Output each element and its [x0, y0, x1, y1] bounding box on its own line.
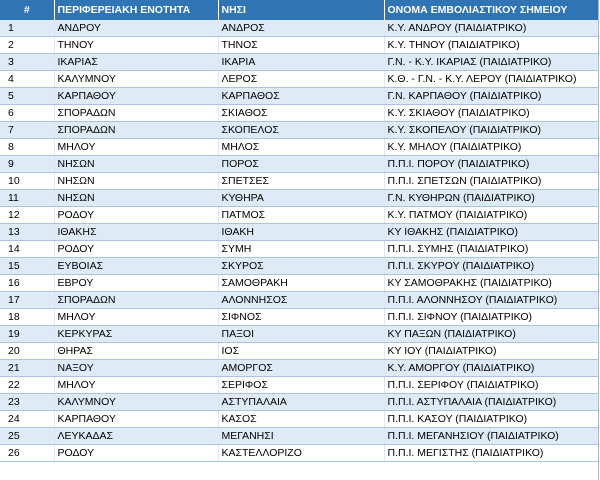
cell-number: 1	[0, 20, 54, 37]
table-row	[0, 275, 598, 292]
cell-vaccination-site: Π.Π.Ι. ΑΛΟΝΝΗΣΟΥ (ΠΑΙΔΙΑΤΡΙΚΟ)	[384, 292, 598, 309]
cell-regional-unit: ΣΠΟΡΑΔΩΝ	[54, 292, 218, 309]
cell-regional-unit: ΜΗΛΟΥ	[54, 139, 218, 156]
cell-number: 6	[0, 105, 54, 122]
cell-regional-unit: ΜΗΛΟΥ	[54, 377, 218, 394]
cell-number: 21	[0, 360, 54, 377]
cell-island: ΣΑΜΟΘΡΑΚΗ	[218, 275, 384, 292]
cell-island: ΠΑΞΟΙ	[218, 326, 384, 343]
cell-number: 26	[0, 445, 54, 462]
cell-vaccination-site: Κ.Υ. ΠΑΤΜΟΥ (ΠΑΙΔΙΑΤΡΙΚΟ)	[384, 207, 598, 224]
cell-number: 22	[0, 377, 54, 394]
table-row	[0, 54, 598, 71]
table-row	[0, 377, 598, 394]
cell-vaccination-site: Π.Π.Ι. ΣΙΦΝΟΥ (ΠΑΙΔΙΑΤΡΙΚΟ)	[384, 309, 598, 326]
table-row	[0, 139, 598, 156]
cell-island: ΚΑΣΤΕΛΛΟΡΙΖΟ	[218, 445, 384, 462]
cell-regional-unit: ΝΗΣΩΝ	[54, 156, 218, 173]
cell-number: 20	[0, 343, 54, 360]
cell-island: ΣΚΥΡΟΣ	[218, 258, 384, 275]
cell-regional-unit: ΙΘΑΚΗΣ	[54, 224, 218, 241]
cell-island: ΙΚΑΡΙΑ	[218, 54, 384, 71]
cell-vaccination-site: ΚΥ ΙΘΑΚΗΣ (ΠΑΙΔΙΑΤΡΙΚΟ)	[384, 224, 598, 241]
cell-regional-unit: ΚΑΛΥΜΝΟΥ	[54, 394, 218, 411]
cell-vaccination-site: Κ.Υ. ΣΚΟΠΕΛΟΥ (ΠΑΙΔΙΑΤΡΙΚΟ)	[384, 122, 598, 139]
cell-vaccination-site: Π.Π.Ι. ΣΥΜΗΣ (ΠΑΙΔΙΑΤΡΙΚΟ)	[384, 241, 598, 258]
cell-island: ΚΑΡΠΑΘΟΣ	[218, 88, 384, 105]
cell-number: 5	[0, 88, 54, 105]
cell-island: ΠΑΤΜΟΣ	[218, 207, 384, 224]
cell-number: 12	[0, 207, 54, 224]
cell-island: ΙΘΑΚΗ	[218, 224, 384, 241]
table-row	[0, 258, 598, 275]
cell-number: 23	[0, 394, 54, 411]
header-regional-unit: ΠΕΡΙΦΕΡΕΙΑΚΗ ΕΝΟΤΗΤΑ	[54, 0, 218, 20]
cell-island: ΣΚΟΠΕΛΟΣ	[218, 122, 384, 139]
cell-number: 18	[0, 309, 54, 326]
cell-regional-unit: ΕΒΡΟΥ	[54, 275, 218, 292]
table-right-edge	[598, 0, 599, 480]
cell-regional-unit: ΣΠΟΡΑΔΩΝ	[54, 122, 218, 139]
cell-regional-unit: ΡΟΔΟΥ	[54, 207, 218, 224]
cell-number: 14	[0, 241, 54, 258]
cell-island: ΜΗΛΟΣ	[218, 139, 384, 156]
table-header-row	[0, 0, 598, 20]
cell-island: ΣΚΙΑΘΟΣ	[218, 105, 384, 122]
cell-regional-unit: ΚΕΡΚΥΡΑΣ	[54, 326, 218, 343]
cell-island: ΑΜΟΡΓΟΣ	[218, 360, 384, 377]
cell-regional-unit: ΛΕΥΚΑΔΑΣ	[54, 428, 218, 445]
table-row	[0, 411, 598, 428]
header-vaccination-site: ΟΝΟΜΑ ΕΜΒΟΛΙΑΣΤΙΚΟΥ ΣΗΜΕΙΟΥ	[384, 0, 598, 20]
cell-number: 19	[0, 326, 54, 343]
cell-regional-unit: ΘΗΡΑΣ	[54, 343, 218, 360]
cell-vaccination-site: Γ.Ν. ΚΑΡΠΑΘΟΥ (ΠΑΙΔΙΑΤΡΙΚΟ)	[384, 88, 598, 105]
cell-island: ΜΕΓΑΝΗΣΙ	[218, 428, 384, 445]
cell-vaccination-site: Κ.Υ. ΜΗΛΟΥ (ΠΑΙΔΙΑΤΡΙΚΟ)	[384, 139, 598, 156]
table-row	[0, 207, 598, 224]
table-row	[0, 326, 598, 343]
cell-island: ΠΟΡΟΣ	[218, 156, 384, 173]
cell-number: 13	[0, 224, 54, 241]
cell-island: ΑΝΔΡΟΣ	[218, 20, 384, 37]
cell-vaccination-site: Γ.Ν. ΚΥΘΗΡΩΝ (ΠΑΙΔΙΑΤΡΙΚΟ)	[384, 190, 598, 207]
cell-island: ΣΠΕΤΣΕΣ	[218, 173, 384, 190]
cell-number: 4	[0, 71, 54, 88]
cell-island: ΚΥΘΗΡΑ	[218, 190, 384, 207]
table-row	[0, 122, 598, 139]
cell-vaccination-site: Κ.Υ. ΑΝΔΡΟΥ (ΠΑΙΔΙΑΤΡΙΚΟ)	[384, 20, 598, 37]
header-island: ΝΗΣΙ	[218, 0, 384, 20]
cell-number: 3	[0, 54, 54, 71]
table-row	[0, 88, 598, 105]
cell-island: ΑΛΟΝΝΗΣΟΣ	[218, 292, 384, 309]
cell-number: 11	[0, 190, 54, 207]
cell-regional-unit: ΚΑΛΥΜΝΟΥ	[54, 71, 218, 88]
cell-number: 17	[0, 292, 54, 309]
cell-number: 8	[0, 139, 54, 156]
cell-vaccination-site: Κ.Υ. ΣΚΙΑΘΟΥ (ΠΑΙΔΙΑΤΡΙΚΟ)	[384, 105, 598, 122]
table-row	[0, 37, 598, 54]
cell-vaccination-site: Π.Π.Ι. ΣΚΥΡΟΥ (ΠΑΙΔΙΑΤΡΙΚΟ)	[384, 258, 598, 275]
cell-regional-unit: ΝΗΣΩΝ	[54, 190, 218, 207]
cell-island: ΤΗΝΟΣ	[218, 37, 384, 54]
cell-regional-unit: ΙΚΑΡΙΑΣ	[54, 54, 218, 71]
cell-number: 16	[0, 275, 54, 292]
table-row	[0, 156, 598, 173]
table-row	[0, 224, 598, 241]
cell-vaccination-site: Κ.Θ. - Γ.Ν. - Κ.Υ. ΛΕΡΟΥ (ΠΑΙΔΙΑΤΡΙΚΟ)	[384, 71, 598, 88]
cell-number: 7	[0, 122, 54, 139]
cell-vaccination-site: Γ.Ν. - Κ.Υ. ΙΚΑΡΙΑΣ (ΠΑΙΔΙΑΤΡΙΚΟ)	[384, 54, 598, 71]
cell-island: ΣΙΦΝΟΣ	[218, 309, 384, 326]
header-number: #	[0, 0, 54, 20]
cell-island: ΛΕΡΟΣ	[218, 71, 384, 88]
cell-vaccination-site: ΚΥ ΠΑΞΩΝ (ΠΑΙΔΙΑΤΡΙΚΟ)	[384, 326, 598, 343]
cell-regional-unit: ΡΟΔΟΥ	[54, 445, 218, 462]
cell-island: ΣΕΡΙΦΟΣ	[218, 377, 384, 394]
table-row	[0, 445, 598, 462]
cell-vaccination-site: Π.Π.Ι. ΑΣΤΥΠΑΛΑΙΑ (ΠΑΙΔΙΑΤΡΙΚΟ)	[384, 394, 598, 411]
table-row	[0, 173, 598, 190]
table-row	[0, 292, 598, 309]
cell-number: 9	[0, 156, 54, 173]
table-row	[0, 190, 598, 207]
cell-vaccination-site: ΚΥ ΣΑΜΟΘΡΑΚΗΣ (ΠΑΙΔΙΑΤΡΙΚΟ)	[384, 275, 598, 292]
cell-vaccination-site: ΚΥ ΙΟΥ (ΠΑΙΔΙΑΤΡΙΚΟ)	[384, 343, 598, 360]
cell-regional-unit: ΝΑΞΟΥ	[54, 360, 218, 377]
cell-regional-unit: ΣΠΟΡΑΔΩΝ	[54, 105, 218, 122]
cell-island: ΚΑΣΟΣ	[218, 411, 384, 428]
table-row	[0, 309, 598, 326]
table-body	[0, 20, 598, 462]
table-row	[0, 343, 598, 360]
cell-number: 25	[0, 428, 54, 445]
cell-regional-unit: ΤΗΝΟΥ	[54, 37, 218, 54]
cell-island: ΣΥΜΗ	[218, 241, 384, 258]
cell-vaccination-site: Π.Π.Ι. ΜΕΓΑΝΗΣΙΟΥ (ΠΑΙΔΙΑΤΡΙΚΟ)	[384, 428, 598, 445]
table-row	[0, 394, 598, 411]
table-row	[0, 71, 598, 88]
cell-regional-unit: ΕΥΒΟΙΑΣ	[54, 258, 218, 275]
cell-vaccination-site: Κ.Υ. ΤΗΝΟΥ (ΠΑΙΔΙΑΤΡΙΚΟ)	[384, 37, 598, 54]
table-row	[0, 20, 598, 37]
cell-vaccination-site: Π.Π.Ι. ΠΟΡΟΥ (ΠΑΙΔΙΑΤΡΙΚΟ)	[384, 156, 598, 173]
cell-vaccination-site: Κ.Υ. ΑΜΟΡΓΟΥ (ΠΑΙΔΙΑΤΡΙΚΟ)	[384, 360, 598, 377]
cell-number: 24	[0, 411, 54, 428]
cell-regional-unit: ΜΗΛΟΥ	[54, 309, 218, 326]
cell-regional-unit: ΚΑΡΠΑΘΟΥ	[54, 411, 218, 428]
table-row	[0, 428, 598, 445]
cell-vaccination-site: Π.Π.Ι. ΣΠΕΤΣΩΝ (ΠΑΙΔΙΑΤΡΙΚΟ)	[384, 173, 598, 190]
cell-vaccination-site: Π.Π.Ι. ΣΕΡΙΦΟΥ (ΠΑΙΔΙΑΤΡΙΚΟ)	[384, 377, 598, 394]
table-row	[0, 360, 598, 377]
cell-regional-unit: ΚΑΡΠΑΘΟΥ	[54, 88, 218, 105]
table-row	[0, 105, 598, 122]
cell-island: ΑΣΤΥΠΑΛΑΙΑ	[218, 394, 384, 411]
cell-vaccination-site: Π.Π.Ι. ΜΕΓΙΣΤΗΣ (ΠΑΙΔΙΑΤΡΙΚΟ)	[384, 445, 598, 462]
cell-vaccination-site: Π.Π.Ι. ΚΑΣΟΥ (ΠΑΙΔΙΑΤΡΙΚΟ)	[384, 411, 598, 428]
cell-number: 15	[0, 258, 54, 275]
cell-number: 2	[0, 37, 54, 54]
cell-regional-unit: ΝΗΣΩΝ	[54, 173, 218, 190]
cell-number: 10	[0, 173, 54, 190]
cell-regional-unit: ΑΝΔΡΟΥ	[54, 20, 218, 37]
cell-island: ΙΟΣ	[218, 343, 384, 360]
table-row	[0, 241, 598, 258]
cell-regional-unit: ΡΟΔΟΥ	[54, 241, 218, 258]
